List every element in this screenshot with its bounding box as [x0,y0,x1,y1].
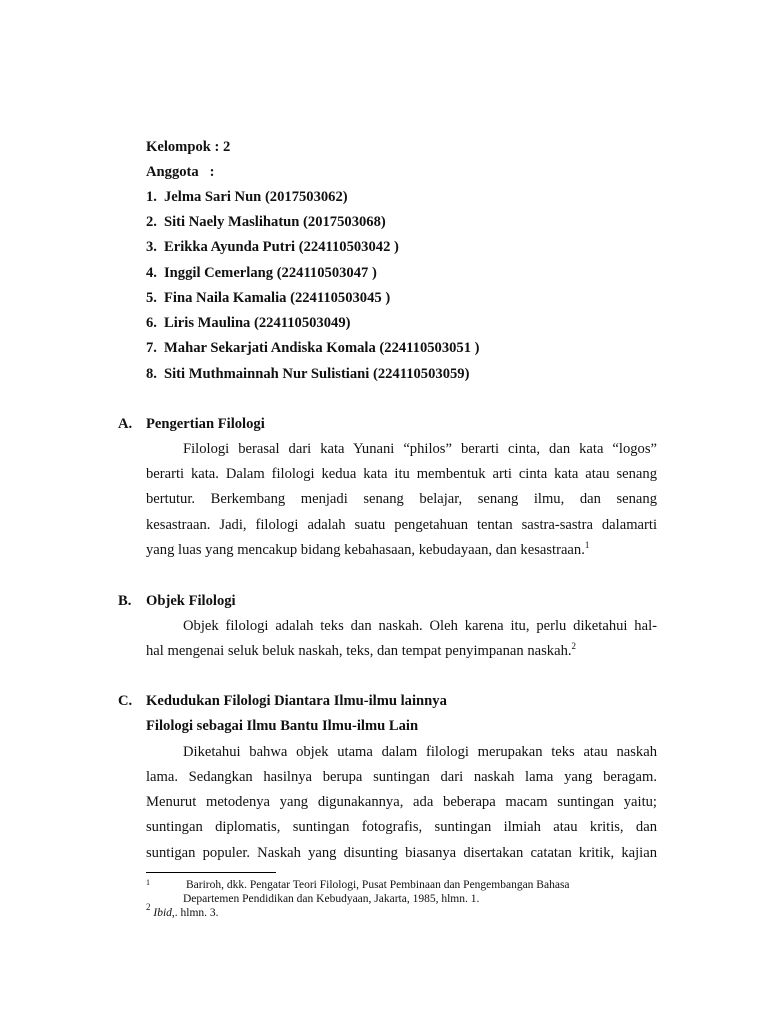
member-number: 4. [146,265,157,281]
paragraph-line: Menurut metodenya yang digunakannya, ada beberapa macam suntingan yaitu; [146,794,657,810]
member-number: 2. [146,214,157,230]
paragraph-line: suntingan diplomatis, suntingan fotografis, suntingan ilmiah atau kritis, dan [146,819,657,835]
footnote-number: 2 [146,902,151,912]
paragraph-line: Diketahui bahwa objek utama dalam filologi merupakan teks atau naskah [183,744,657,760]
paragraph-line-last: hal mengenai seluk beluk naskah, teks, dan tempat penyimpanan naskah.$^2$ [146,641,577,659]
paragraph-line-last: yang luas yang mencakup bidang kebahasaan, kebudayaan, dan kesastraan.$^1$ [146,540,590,558]
group-label: Kelompok : 2 [146,139,231,155]
paragraph-line: lama. Sedangkan hasilnya berupa suntingan dari naskah lama yang beragam. [146,769,657,785]
footnote-ref[interactable]: 2 [571,641,577,651]
footnote-ibid: Ibid [153,907,172,919]
member-number: 5. [146,290,157,306]
section-letter: B. [118,593,132,609]
footnote-2 [146,902,219,920]
paragraph-line: Filologi berasal dari kata Yunani “philos” berarti cinta, dan kata “logos” [183,441,657,457]
paragraph-line: suntigan populer. Naskah yang disunting biasanya disertakan catatan kritik, kajian [146,845,657,861]
member-number: 3. [146,239,157,255]
section-subheading: Filologi sebagai Ilmu Bantu Ilmu-ilmu Lain [146,718,419,734]
member-name: Inggil Cemerlang (224110503047 ) [164,265,377,281]
footnote-text: ,. hlmn. 3. [171,907,219,919]
member-number: 6. [146,315,157,331]
section-heading: Pengertian Filologi [146,416,265,432]
section-heading: Kedudukan Filologi Diantara Ilmu-ilmu lainnya [146,693,447,709]
member-name: Jelma Sari Nun (2017503062) [164,189,348,205]
footnote-ref[interactable]: 1 [584,540,590,550]
section-letter: A. [118,416,133,432]
member-name: Erikka Ayunda Putri (224110503042 ) [164,239,399,255]
member-number: 1. [146,189,157,205]
member-name: Fina Naila Kamalia (224110503045 ) [164,290,391,306]
section-letter: C. [118,693,133,709]
member-name: Liris Maulina (224110503049) [164,315,351,331]
paragraph-line: kesastraan. Jadi, filologi adalah suatu pengetahuan tentan sastra-sastra dalamarti [146,517,657,533]
section-heading: Objek Filologi [146,593,236,609]
footnote-number: 1 [146,878,150,887]
member-number: 7. [146,340,157,356]
member-name: Siti Muthmainnah Nur Sulistiani (224110503059) [164,366,470,382]
member-number: 8. [146,366,157,382]
paragraph-line: Objek filologi adalah teks dan naskah. Oleh karena itu, perlu diketahui hal- [183,618,657,634]
member-name: Siti Naely Maslihatun (2017503068) [164,214,386,230]
members-label: Anggota : [146,164,215,180]
member-name: Mahar Sekarjati Andiska Komala (224110503051 ) [164,340,480,356]
footnote-text: Bariroh, dkk. Pengatar Teori Filologi, Pusat Pembinaan dan Pengembangan Bahasa [186,879,570,891]
footnote-text: Departemen Pendidikan dan Kebudyaan, Jakarta, 1985, hlmn. 1. [183,893,480,905]
paragraph-line: bertutur. Berkembang menjadi senang belajar, senang ilmu, dan senang [146,491,657,507]
paragraph-line: berarti kata. Dalam filologi kedua kata itu membentuk arti cinta kata atau senang [146,466,657,482]
footnote-separator [146,872,276,873]
